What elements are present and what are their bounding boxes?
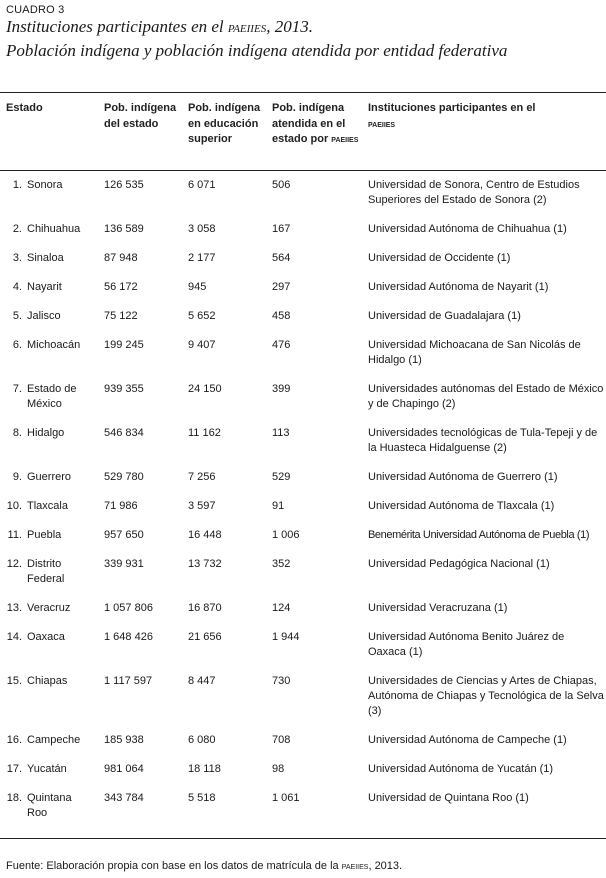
table-row (0, 280, 606, 309)
row-number: 18. (6, 792, 22, 804)
table-row (0, 762, 606, 791)
cell-pob-superior: 7 256 (188, 471, 216, 483)
cell-estado: Distrito Federal (27, 558, 65, 585)
table-row (0, 470, 606, 499)
cell-pob-atendida: 506 (272, 179, 291, 191)
row-number: 1. (12, 179, 22, 191)
cell-pob-indigena: 87 948 (104, 252, 138, 264)
row-number: 16. (6, 734, 22, 746)
cell-estado: Jalisco (27, 310, 61, 322)
cell-instituciones: Universidad Autónoma Benito Juárez de Oaxaca (1) (368, 631, 565, 658)
cell-pob-indigena: 939 355 (104, 383, 144, 395)
cell-estado: Veracruz (27, 602, 71, 614)
cell-pob-indigena: 957 650 (104, 529, 144, 541)
cell-pob-superior: 13 732 (188, 558, 222, 570)
cell-instituciones: Universidades de Ciencias y Artes de Chiapas, Autónoma de Chiapas y Tecnológica de la Selva (3) (368, 675, 604, 717)
cell-estado: Puebla (27, 529, 62, 541)
cell-instituciones: Universidades tecnológicas de Tula-Tepeji y de la Huasteca Hidalguense (2) (368, 427, 598, 454)
row-number: 15. (6, 675, 22, 687)
cell-pob-superior: 11 162 (188, 427, 221, 439)
row-number: 10. (6, 500, 22, 512)
cell-pob-indigena: 1 117 597 (104, 675, 153, 687)
cell-estado: Tlaxcala (27, 500, 68, 512)
cell-pob-atendida: 1 006 (272, 529, 300, 541)
cell-instituciones: Universidad de Occidente (1) (368, 252, 511, 264)
header-pob-atendida-text: Pob. indígena atendida en el estado por (272, 102, 346, 145)
cell-pob-indigena: 126 535 (104, 179, 144, 191)
header-instituciones (368, 101, 538, 132)
table-row (0, 338, 606, 382)
table-row (0, 601, 606, 630)
cell-pob-superior: 3 058 (188, 223, 216, 235)
cell-instituciones: Universidad de Guadalajara (1) (368, 310, 521, 322)
row-number: 17. (6, 763, 22, 775)
title-acronym: paeiies (227, 19, 267, 36)
cell-estado: Estado de México (27, 383, 77, 410)
cell-estado: Quintana Roo (27, 792, 72, 819)
header-pob-superior: Pob. indígena en educación superior (188, 102, 261, 145)
row-number: 13. (6, 602, 22, 614)
cell-pob-indigena: 1 057 806 (104, 602, 153, 614)
cell-pob-superior: 2 177 (188, 252, 216, 264)
cell-estado: Campeche (27, 734, 81, 746)
top-rule (0, 92, 606, 93)
cell-pob-atendida: 91 (272, 500, 285, 512)
title-year: , 2013. (266, 17, 313, 36)
cell-estado: Nayarit (27, 281, 62, 293)
footnote-acronym: paeiies (341, 861, 369, 872)
row-number: 12. (6, 558, 22, 570)
footnote (6, 860, 402, 872)
cell-pob-superior: 5 652 (188, 310, 216, 322)
cell-pob-indigena: 185 938 (104, 734, 144, 746)
table-row (0, 382, 606, 426)
cell-pob-atendida: 708 (272, 734, 291, 746)
cell-pob-indigena: 981 064 (104, 763, 144, 775)
row-number: 2. (12, 223, 22, 235)
cell-instituciones: Universidad Autónoma de Guerrero (1) (368, 471, 558, 483)
cell-pob-atendida: 1 061 (272, 792, 300, 804)
cell-pob-indigena: 339 931 (104, 558, 144, 570)
cell-pob-atendida: 529 (272, 471, 291, 483)
header-instituciones-text: Instituciones participantes en el (368, 102, 536, 114)
table-row (0, 630, 606, 674)
cell-pob-superior: 6 080 (188, 734, 216, 746)
cell-instituciones: Universidad de Quintana Roo (1) (368, 792, 529, 804)
cell-pob-superior: 21 656 (188, 631, 222, 643)
row-number: 4. (12, 281, 22, 293)
header-rule (0, 170, 606, 171)
cell-estado: Michoacán (27, 339, 81, 351)
table-label: CUADRO 3 (6, 4, 65, 16)
footnote-text: Elaboración propia con base en los datos de matrícula de la (43, 860, 342, 872)
footnote-label: Fuente: (6, 860, 44, 872)
cell-pob-atendida: 297 (272, 281, 291, 293)
cell-pob-atendida: 564 (272, 252, 291, 264)
table-row (0, 426, 606, 470)
header-pob-indigena: Pob. indígena del estado (104, 102, 177, 130)
cell-pob-indigena: 136 589 (104, 223, 144, 235)
table-row (0, 222, 606, 251)
cell-pob-indigena: 56 172 (104, 281, 138, 293)
cell-estado: Chihuahua (27, 223, 81, 235)
cell-pob-superior: 18 118 (188, 763, 221, 775)
cell-instituciones: Universidad Autónoma de Nayarit (1) (368, 281, 549, 293)
cell-pob-superior: 9 407 (188, 339, 216, 351)
cell-instituciones: Universidad Pedagógica Nacional (1) (368, 558, 550, 570)
cell-pob-atendida: 167 (272, 223, 291, 235)
row-number: 8. (12, 427, 22, 439)
table-row (0, 557, 606, 601)
cell-estado: Yucatán (27, 763, 67, 775)
cell-estado: Chiapas (27, 675, 68, 687)
cell-pob-atendida: 1 944 (272, 631, 300, 643)
header-estado: Estado (6, 102, 43, 114)
table-row (0, 309, 606, 338)
cell-pob-atendida: 458 (272, 310, 291, 322)
cell-instituciones: Universidad Autónoma de Chihuahua (1) (368, 223, 567, 235)
header-pob-atendida (272, 101, 364, 148)
table-row (0, 733, 606, 762)
cell-estado: Sonora (27, 179, 63, 191)
cell-pob-superior: 16 870 (188, 602, 222, 614)
row-number: 6. (12, 339, 22, 351)
table-row (0, 674, 606, 733)
row-number: 11. (7, 529, 22, 541)
cell-pob-atendida: 476 (272, 339, 291, 351)
cell-pob-superior: 6 071 (188, 179, 216, 191)
cell-estado: Oaxaca (27, 631, 65, 643)
cell-pob-atendida: 124 (272, 602, 291, 614)
cell-pob-atendida: 399 (272, 383, 291, 395)
cell-instituciones: Universidad Veracruzana (1) (368, 602, 508, 614)
table-subtitle: Población indígena y población indígena atendida por entidad federativa (6, 41, 508, 60)
row-number: 5. (12, 310, 22, 322)
cell-instituciones: Universidad Autónoma de Campeche (1) (368, 734, 567, 746)
row-number: 3. (12, 252, 22, 264)
header-acronym: paeiies (368, 118, 396, 130)
bottom-rule (0, 838, 606, 839)
cell-instituciones: Universidad de Sonora, Centro de Estudios Superiores del Estado de Sonora (2) (368, 179, 580, 206)
cell-instituciones: Universidad Michoacana de San Nicolás de Hidalgo (1) (368, 339, 581, 366)
cell-pob-superior: 16 448 (188, 529, 222, 541)
table-row (0, 178, 606, 222)
cell-pob-superior: 8 447 (188, 675, 216, 687)
table-row (0, 528, 606, 557)
table-body (0, 178, 606, 835)
cell-pob-indigena: 71 986 (104, 500, 138, 512)
cell-pob-superior: 3 597 (188, 500, 216, 512)
footnote-year: , 2013. (368, 860, 403, 872)
cell-pob-indigena: 546 834 (104, 427, 144, 439)
cell-estado: Hidalgo (27, 427, 65, 439)
title-text: Instituciones participantes en el (6, 17, 228, 36)
cell-pob-indigena: 1 648 426 (104, 631, 153, 643)
cell-pob-atendida: 113 (272, 427, 290, 439)
cell-pob-atendida: 98 (272, 763, 285, 775)
table-title (6, 17, 313, 37)
header-acronym: paeiies (331, 134, 359, 145)
cell-instituciones: Universidades autónomas del Estado de México y de Chapingo (2) (368, 383, 604, 410)
cell-estado: Guerrero (27, 471, 72, 483)
table-row (0, 499, 606, 528)
cell-instituciones: Benemérita Universidad Autónoma de Puebla (1) (368, 529, 590, 541)
cell-pob-atendida: 730 (272, 675, 291, 687)
cell-pob-indigena: 199 245 (104, 339, 144, 351)
cell-instituciones: Universidad Autónoma de Tlaxcala (1) (368, 500, 555, 512)
cell-estado: Sinaloa (27, 252, 64, 264)
table-row (0, 791, 606, 835)
row-number: 7. (12, 383, 22, 395)
cell-pob-indigena: 343 784 (104, 792, 144, 804)
row-number: 9. (12, 471, 22, 483)
cell-pob-indigena: 75 122 (104, 310, 138, 322)
cell-pob-superior: 24 150 (188, 383, 222, 395)
cell-instituciones: Universidad Autónoma de Yucatán (1) (368, 763, 554, 775)
table-row (0, 251, 606, 280)
row-number: 14. (6, 631, 22, 643)
cell-pob-atendida: 352 (272, 558, 291, 570)
cell-pob-superior: 945 (188, 281, 207, 293)
cell-pob-superior: 5 518 (188, 792, 216, 804)
cell-pob-indigena: 529 780 (104, 471, 144, 483)
